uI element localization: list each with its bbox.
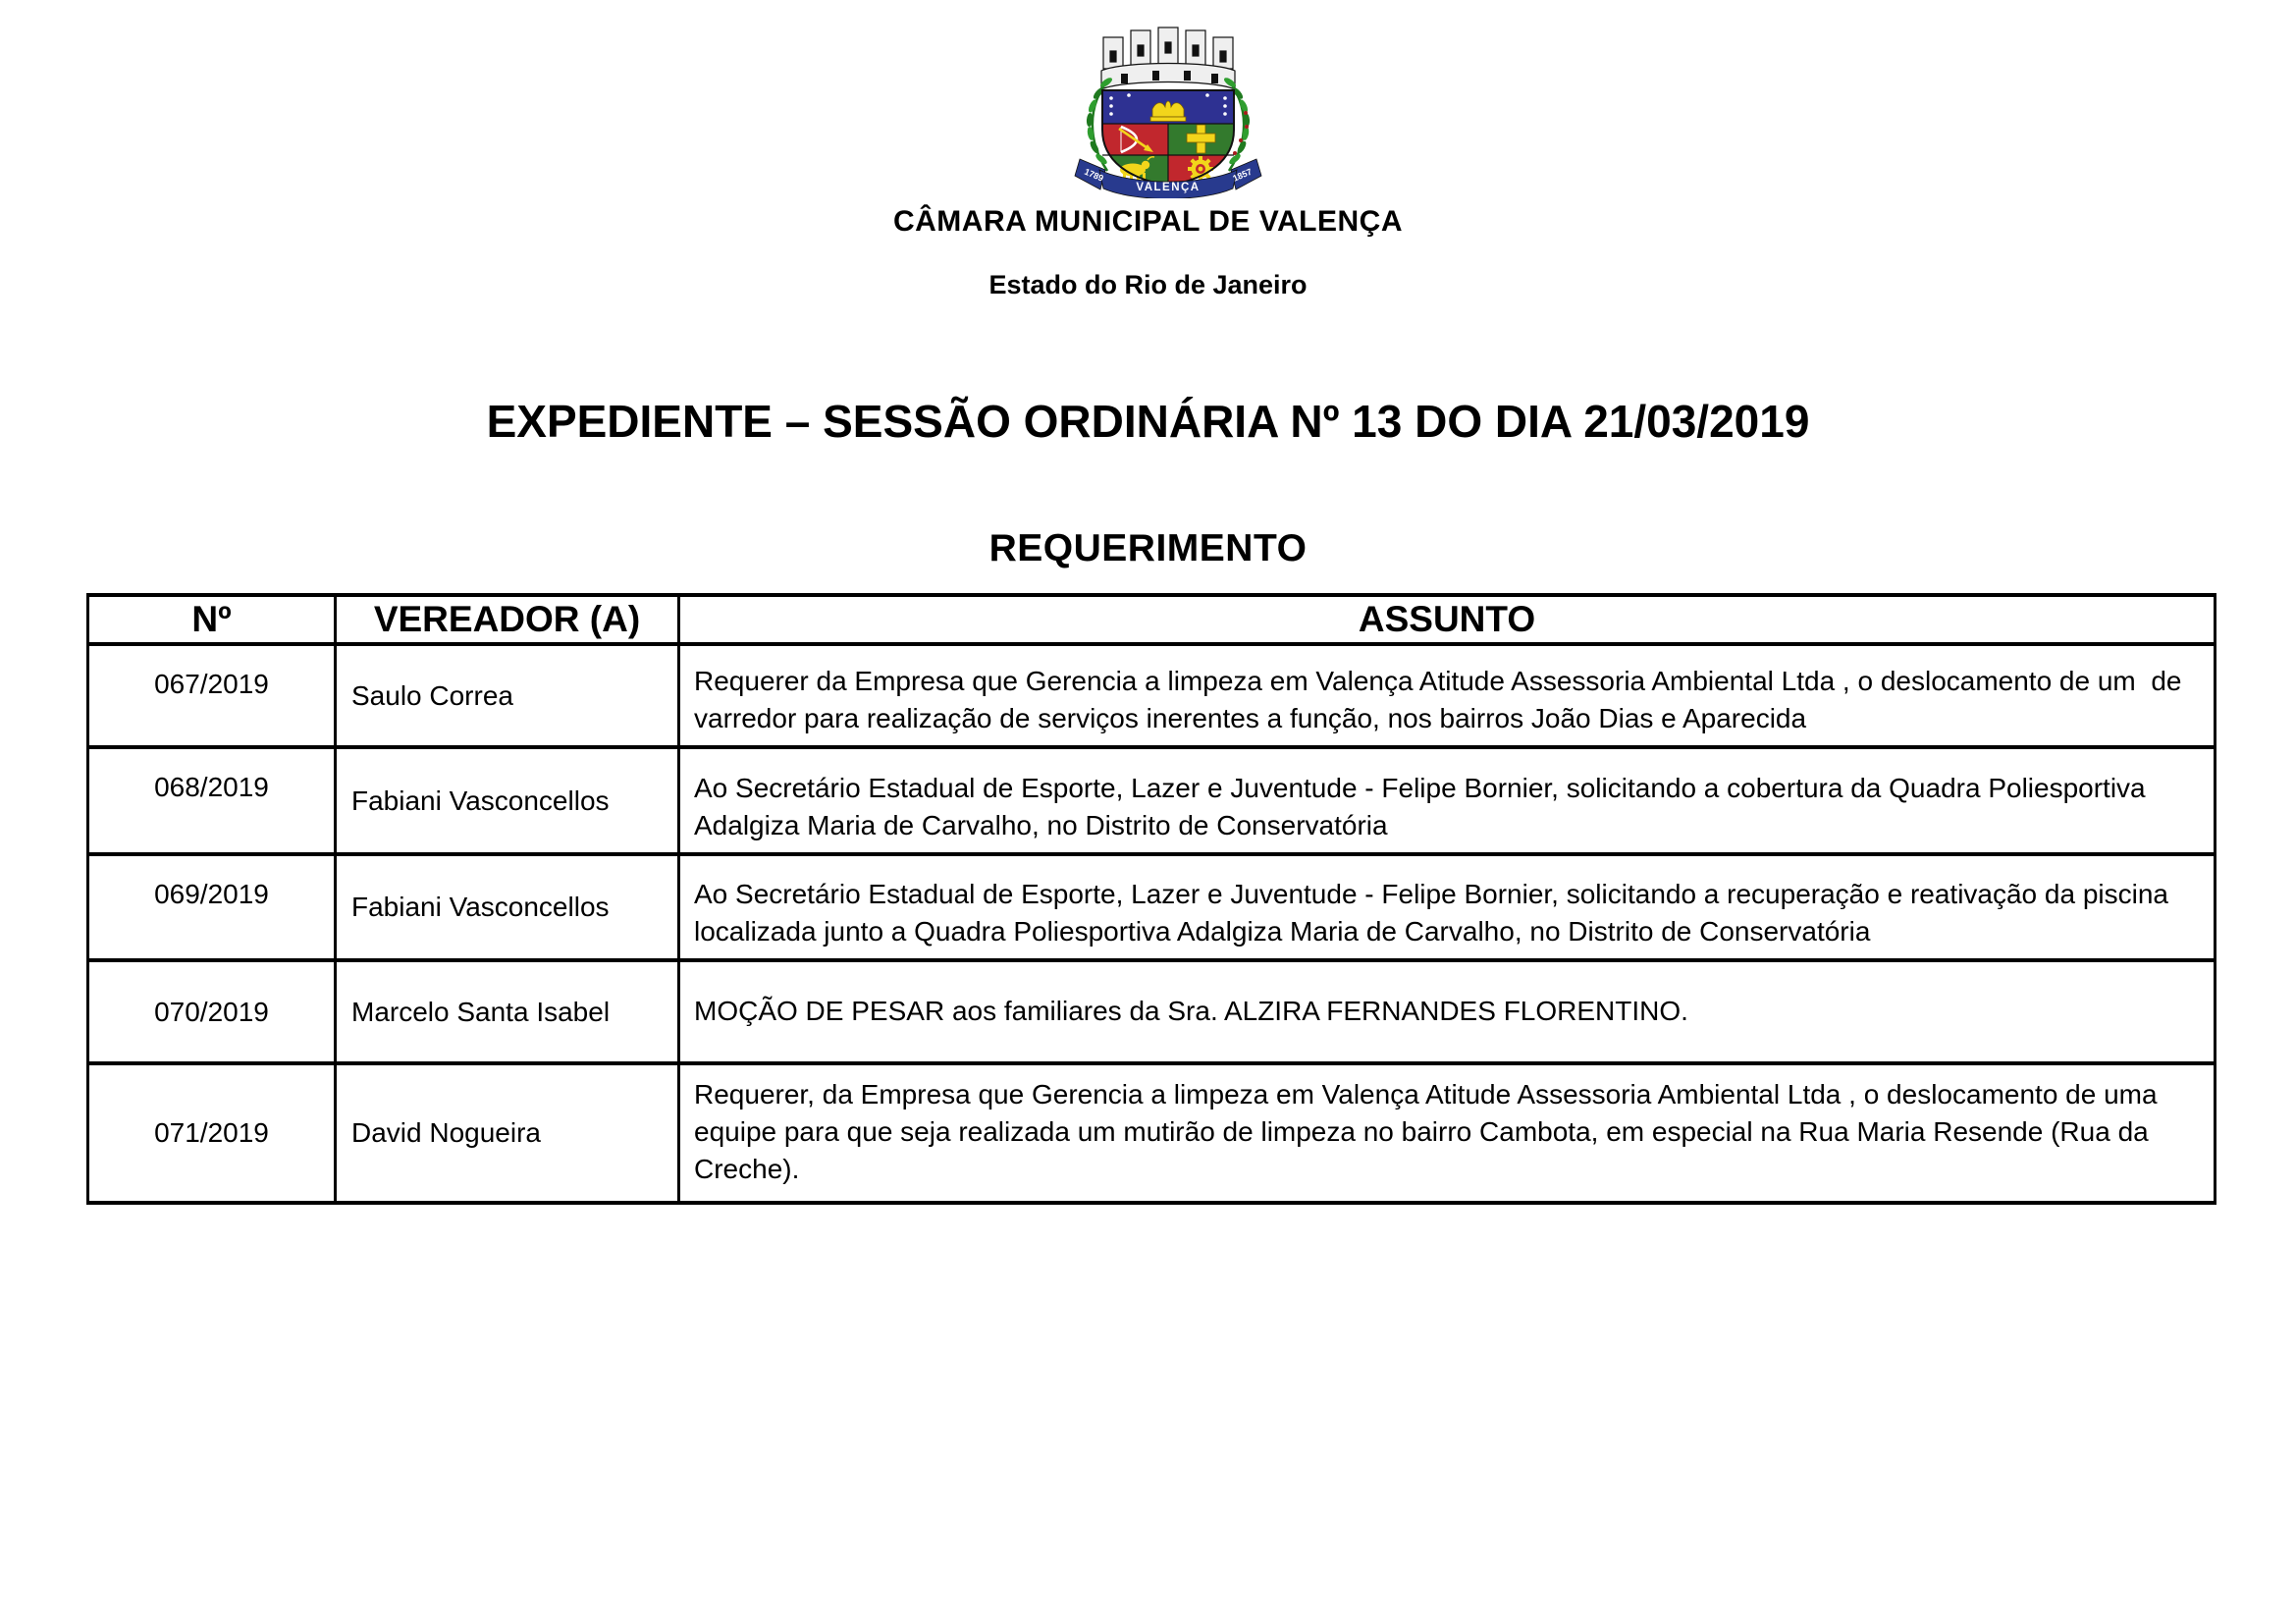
cell-vereador: Fabiani Vasconcellos bbox=[336, 747, 679, 854]
coat-of-arms bbox=[1070, 12, 1266, 198]
column-header-numero: Nº bbox=[88, 595, 336, 644]
cell-vereador: David Nogueira bbox=[336, 1063, 679, 1203]
cell-numero: 071/2019 bbox=[88, 1063, 336, 1203]
table-row bbox=[88, 1063, 2216, 1203]
document-header bbox=[0, 0, 2296, 300]
cell-vereador: Fabiani Vasconcellos bbox=[336, 854, 679, 960]
ribbon-name: VALENÇA bbox=[1135, 182, 1201, 193]
section-title: REQUERIMENTO bbox=[988, 527, 1308, 569]
document-title: EXPEDIENTE – SESSÃO ORDINÁRIA Nº 13 DO DIA 21/03/2019 bbox=[486, 396, 1810, 447]
cell-numero: 068/2019 bbox=[88, 747, 336, 854]
table-row bbox=[88, 747, 2216, 854]
cell-assunto: MOÇÃO DE PESAR aos familiares da Sra. ALZIRA FERNANDES FLORENTINO. bbox=[679, 960, 2216, 1063]
org-name: CÂMARA MUNICIPAL DE VALENÇA bbox=[892, 205, 1404, 238]
cell-numero: 070/2019 bbox=[88, 960, 336, 1063]
cell-assunto: Requerer da Empresa que Gerencia a limpeza em Valença Atitude Assessoria Ambiental Ltda , o deslocamento de um de varredor para realização de serviços inerentes a função, nos bairros João Dias e Aparecida bbox=[679, 644, 2216, 747]
cell-assunto: Requerer, da Empresa que Gerencia a limpeza em Valença Atitude Assessoria Ambiental Ltda , o deslocamento de uma equipe para que seja realizada um mutirão de limpeza no bairro Cambota, em especial na Rua Maria Resende (Rua da Creche). bbox=[679, 1063, 2216, 1203]
table-header-row bbox=[88, 595, 2216, 644]
gear-icon bbox=[1188, 156, 1213, 182]
cell-vereador: Marcelo Santa Isabel bbox=[336, 960, 679, 1063]
org-subtitle: Estado do Rio de Janeiro bbox=[988, 270, 1308, 299]
table-header bbox=[88, 595, 2216, 644]
table-row bbox=[88, 960, 2216, 1063]
table-row bbox=[88, 644, 2216, 747]
cell-assunto: Ao Secretário Estadual de Esporte, Lazer e Juventude - Felipe Bornier, solicitando a cobertura da Quadra Poliesportiva Adalgiza Maria de Carvalho, no Distrito de Conservatória bbox=[679, 747, 2216, 854]
ribbon-year-right: 1857 bbox=[1230, 166, 1254, 184]
cell-assunto: Ao Secretário Estadual de Esporte, Lazer e Juventude - Felipe Bornier, solicitando a recuperação e reativação da piscina localizada junto a Quadra Poliesportiva Adalgiza Maria de Carvalho, no Distrito de Conservatória bbox=[679, 854, 2216, 960]
crown-icon bbox=[1150, 101, 1186, 122]
column-header-assunto: ASSUNTO bbox=[679, 595, 2216, 644]
requerimentos-table bbox=[86, 593, 2216, 1205]
cell-vereador: Saulo Correa bbox=[336, 644, 679, 747]
column-header-vereador: VEREADOR (A) bbox=[336, 595, 679, 644]
cell-numero: 067/2019 bbox=[88, 644, 336, 747]
cell-numero: 069/2019 bbox=[88, 854, 336, 960]
ribbon-year-left: 1789 bbox=[1082, 166, 1105, 184]
table-row bbox=[88, 854, 2216, 960]
mural-crown-icon bbox=[1101, 27, 1235, 89]
